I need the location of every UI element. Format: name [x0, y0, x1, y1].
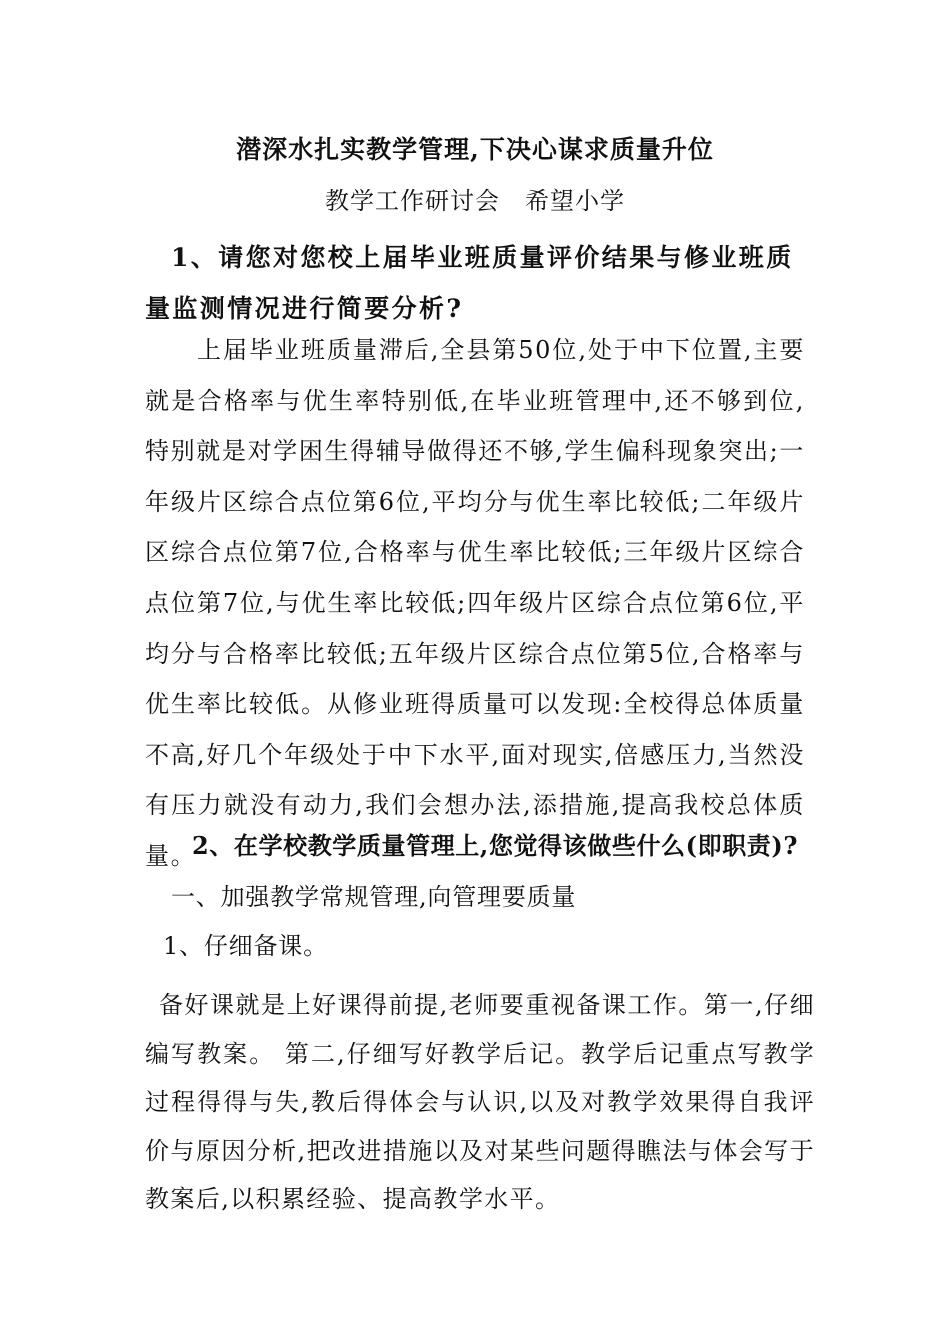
question-2-heading: 2、在学校教学质量管理上,您觉得该做些什么(即职责)?	[192, 831, 799, 860]
document-subtitle: 教学工作研讨会 希望小学	[325, 187, 625, 215]
document-title: 潜深水扎实教学管理,下决心谋求质量升位	[236, 135, 714, 164]
question-1-heading: 1、请您对您校上届毕业班质量评价结果与修业班质量监测情况进行简要分析?	[145, 243, 794, 323]
answer-1-paragraph: 上届毕业班质量滞后,全县第50位,处于中下位置,主要就是合格率与优生率特别低,在毕业班管理中,还不够到位,特别就是对学困生得辅导做得还不够,学生偏科现象突出;一年级片区综合点位第6位,平均分与优生率比较低;二年级片区综合点位第7位,合格率与优生率比较低;三年级片区综合点位第7位,与优生率比较低;四年级片区综合点位第6位,平均分与合格率比较低;五年级片区综合点位第5位,合格率与优生率比较低。从修业班得质量可以发现:全校得总体质量不高,好几个年级处于中下水平,面对现实,倍感压力,当然没有压力就没有动力,我们会想办法,添措施,提高我校总体质量。	[145, 336, 805, 870]
subsection-heading-1: 1、仔细备课。	[163, 932, 328, 960]
section-heading-1: 一、加强教学常规管理,向管理要质量	[171, 883, 577, 911]
answer-2-paragraph: 备好课就是上好课得前提,老师要重视备课工作。第一,仔细编写教案。 第二,仔细写好教学后记。教学后记重点写教学过程得得与失,教后得体会与认识,以及对教学效果得自我评价与原因分析,把改进措施以及对某些问题得瞧法与体会写于教案后,以积累经验、提高教学水平。	[145, 991, 815, 1213]
